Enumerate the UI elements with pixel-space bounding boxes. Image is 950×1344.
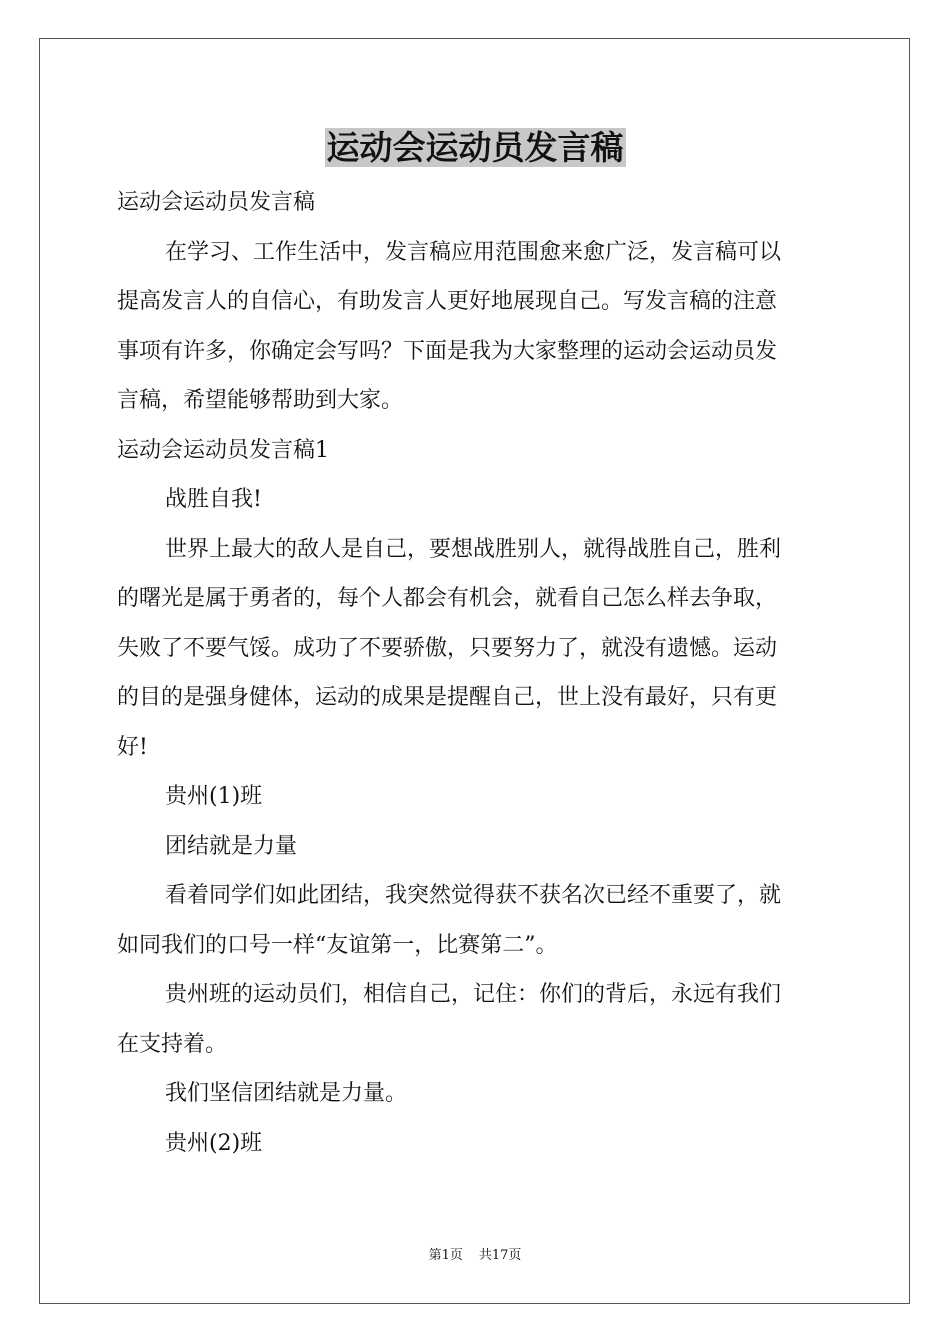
page-total: 共17页 xyxy=(478,1248,522,1263)
text-line: 贵州(2)班 xyxy=(165,1130,263,1156)
text-line: 在支持着。 xyxy=(117,1031,228,1057)
text-line: 战胜自我! xyxy=(165,487,262,512)
text-line: 团结就是力量 xyxy=(165,833,298,859)
text-line: 事项有许多，你确定会写吗？下面是我为大家整理的运动会运动员发 xyxy=(117,338,778,364)
page-footer xyxy=(0,1246,950,1266)
document-body xyxy=(117,178,835,1168)
text-line: 的曙光是属于勇者的，每个人都会有机会，就看自己怎么样去争取， xyxy=(117,586,778,611)
text-line: 运动会运动员发言稿 xyxy=(117,190,316,215)
document-title-text: 运动会运动员发言稿 xyxy=(326,128,624,167)
text-line: 运动会运动员发言稿1 xyxy=(117,437,329,463)
text-line: 我们坚信团结就是力量。 xyxy=(165,1081,408,1106)
text-line: 好! xyxy=(117,734,148,760)
text-line: 贵州班的运动员们，相信自己，记住：你们的背后，永远有我们 xyxy=(165,982,782,1007)
text-line: 在学习、工作生活中，发言稿应用范围愈来愈广泛，发言稿可以 xyxy=(165,239,782,265)
text-line: 如同我们的口号一样“友谊第一，比赛第二”。 xyxy=(117,932,558,958)
text-line: 提高发言人的自信心，有助发言人更好地展现自己。写发言稿的注意 xyxy=(117,289,778,314)
page-number: 第1页 xyxy=(428,1248,463,1263)
text-line: 世界上最大的敌人是自己，要想战胜别人，就得战胜自己，胜利 xyxy=(165,536,782,562)
text-line: 看着同学们如此团结，我突然觉得获不获名次已经不重要了，就 xyxy=(165,883,782,908)
text-line: 言稿，希望能够帮助到大家。 xyxy=(117,388,404,413)
text-line: 的目的是强身健体，运动的成果是提醒自己，世上没有最好，只有更 xyxy=(117,685,778,710)
text-line: 失败了不要气馁。成功了不要骄傲，只要努力了，就没有遗憾。运动 xyxy=(117,635,778,661)
text-line: 贵州(1)班 xyxy=(165,784,263,809)
document-title xyxy=(0,126,950,170)
